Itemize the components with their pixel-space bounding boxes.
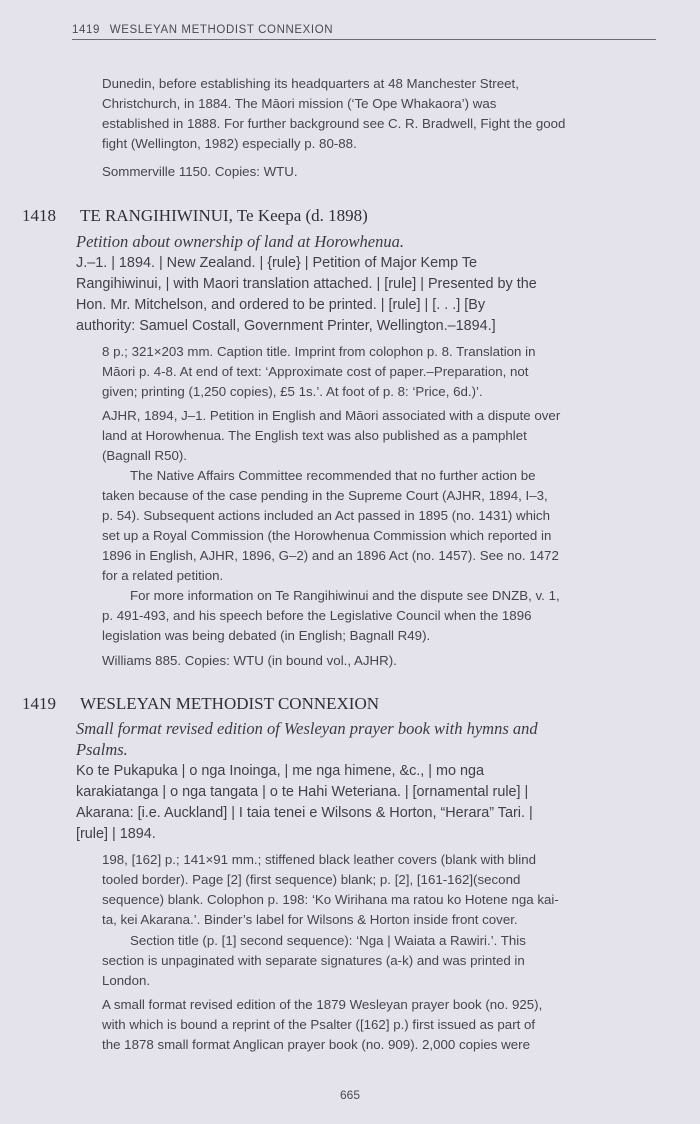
transcript-line: J.–1. | 1894. | New Zealand. | {rule} | Petition of Major Kemp Te bbox=[76, 255, 478, 271]
entry-title-1418 bbox=[76, 231, 666, 252]
entry-number: 1418 bbox=[22, 206, 56, 225]
text-line: given; printing (1,250 copies), £5 1s.’. At foot of p. 8: ‘Price, 6d.)’. bbox=[102, 384, 483, 399]
running-head-title: WESLEYAN METHODIST CONNEXION bbox=[109, 24, 334, 36]
page-number: 665 bbox=[339, 1088, 361, 1102]
reference-line: Williams 885. Copies: WTU (in bound vol., AJHR). bbox=[102, 653, 397, 668]
prev-entry-note bbox=[102, 74, 658, 154]
text-line: 1896 in English, AJHR, 1896, G–2) and an 1896 Act (no. 1457). See no. 1472 bbox=[102, 548, 559, 563]
entry-title-1419 bbox=[76, 718, 666, 760]
entry-name: WESLEYAN METHODIST CONNEXION bbox=[79, 694, 380, 713]
text-line: AJHR, 1894, J–1. Petition in English and Māori associated with a dispute over bbox=[102, 408, 561, 423]
entry-dates: (d. 1898) bbox=[305, 206, 368, 225]
text-line: the 1878 small format Anglican prayer book (no. 909). 2,000 copies were bbox=[102, 1037, 530, 1052]
text-line: The Native Affairs Committee recommended that no further action be bbox=[130, 468, 536, 483]
entry-number: 1419 bbox=[22, 694, 56, 713]
text-line: Christchurch, in 1884. The Māori mission (‘Te Ope Whakaora’) was bbox=[102, 96, 497, 111]
text-line: for a related petition. bbox=[102, 568, 224, 583]
transcript-line: Akarana: [i.e. Auckland] | I taia tenei e Wilsons & Horton, “Herara” Tari. | bbox=[76, 805, 533, 821]
text-line: tooled border). Page [2] (first sequence) blank; p. [2], [161-162](second bbox=[102, 872, 521, 887]
transcript-line: karakiatanga | o nga tangata | o te Hahi Weteriana. | [ornamental rule] | bbox=[76, 784, 529, 800]
text-line: with which is bound a reprint of the Psalter ([162] p.) first issued as part of bbox=[102, 1017, 536, 1032]
text-line: 198, [162] p.; 141×91 mm.; stiffened black leather covers (blank with blind bbox=[102, 852, 536, 867]
entry-name: TE RANGIHIWINUI, Te Keepa bbox=[79, 206, 302, 225]
prev-entry-ref bbox=[102, 162, 658, 182]
text-line: set up a Royal Commission (the Horowhenua Commission which reported in bbox=[102, 528, 552, 543]
text-line: section is unpaginated with separate signatures (a-k) and was printed in bbox=[102, 953, 525, 968]
text-line: ta, kei Akarana.’. Binder’s label for Wilsons & Horton inside front cover. bbox=[102, 912, 518, 927]
transcript-line: Hon. Mr. Mitchelson, and ordered to be printed. | [rule] | [. . .] [By bbox=[76, 297, 486, 313]
text-line: p. 491-493, and his speech before the Legislative Council when the 1896 bbox=[102, 608, 532, 623]
text-line: Section title (p. [1] second sequence): ‘Nga | Waiata a Rawiri.’. This bbox=[130, 933, 526, 948]
transcript-line: authority: Samuel Costall, Government Printer, Wellington.–1894.] bbox=[76, 318, 496, 334]
text-line: taken because of the case pending in the Supreme Court (AJHR, 1894, I–3, bbox=[102, 488, 548, 503]
note-1419-a bbox=[102, 931, 658, 991]
text-line: (Bagnall R50). bbox=[102, 448, 187, 463]
text-line: established in 1888. For further background see C. R. Bradwell, Fight the good bbox=[102, 116, 566, 131]
transcript-line: [rule] | 1894. bbox=[76, 826, 156, 842]
title-transcript-1419 bbox=[76, 761, 666, 845]
title-line: Small format revised edition of Wesleyan prayer book with hymns and bbox=[76, 719, 538, 738]
transcript-line: Ko te Pukapuka | o nga Inoinga, | me nga himene, &c., | mo nga bbox=[76, 763, 485, 779]
text-line: A small format revised edition of the 1879 Wesleyan prayer book (no. 925), bbox=[102, 997, 543, 1012]
text-line: 8 p.; 321×203 mm. Caption title. Imprint from colophon p. 8. Translation in bbox=[102, 344, 536, 359]
note-1418-b bbox=[102, 466, 658, 586]
text-line: Māori p. 4-8. At end of text: ‘Approximate cost of paper.–Preparation, not bbox=[102, 364, 529, 379]
running-head bbox=[72, 24, 656, 40]
collation-1419 bbox=[102, 850, 658, 930]
note-1419-b bbox=[102, 995, 658, 1055]
reference-line: Sommerville 1150. Copies: WTU. bbox=[102, 164, 298, 179]
note-1418-c bbox=[102, 586, 658, 646]
text-line: legislation was being debated (in English; Bagnall R49). bbox=[102, 628, 431, 643]
title-line: Petition about ownership of land at Horowhenua. bbox=[76, 232, 405, 251]
entry-heading-1418 bbox=[22, 206, 662, 226]
text-line: Dunedin, before establishing its headquarters at 48 Manchester Street, bbox=[102, 76, 519, 91]
text-line: London. bbox=[102, 973, 151, 988]
text-line: sequence) blank. Colophon p. 198: ‘Ko Wirihana ma ratou ko Hotene nga kai- bbox=[102, 892, 559, 907]
text-line: fight (Wellington, 1982) especially p. 80-88. bbox=[102, 136, 357, 151]
ref-1418 bbox=[102, 651, 658, 671]
title-line: Psalms. bbox=[76, 740, 128, 759]
text-line: land at Horowhenua. The English text was also published as a pamphlet bbox=[102, 428, 527, 443]
running-head-number: 1419 bbox=[72, 24, 100, 36]
entry-heading-1419 bbox=[22, 694, 662, 714]
transcript-line: Rangihiwinui, | with Maori translation attached. | [rule] | Presented by the bbox=[76, 276, 537, 292]
title-transcript-1418 bbox=[76, 253, 666, 337]
text-line: p. 54). Subsequent actions included an Act passed in 1895 (no. 1431) which bbox=[102, 508, 550, 523]
text-line: For more information on Te Rangihiwinui and the dispute see DNZB, v. 1, bbox=[130, 588, 560, 603]
collation-1418 bbox=[102, 342, 658, 402]
note-1418-a bbox=[102, 406, 658, 466]
